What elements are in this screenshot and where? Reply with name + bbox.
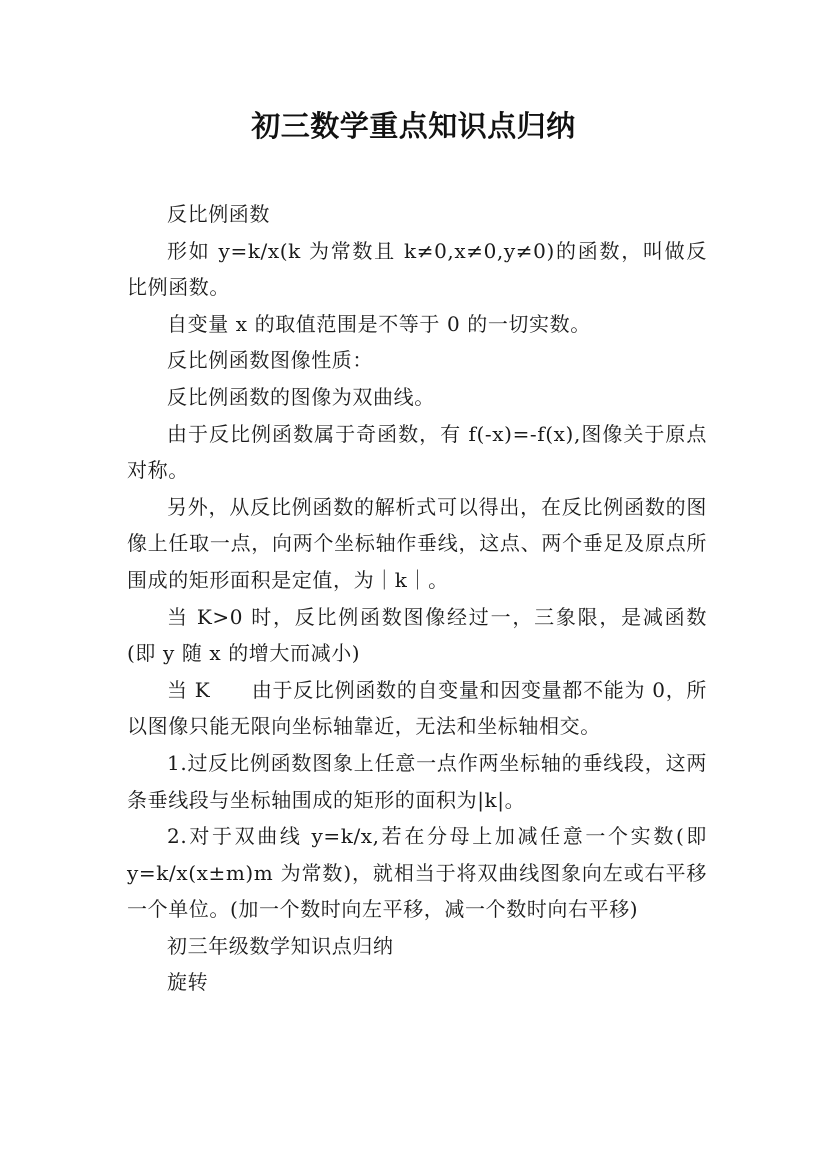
paragraph-point-1: 1.过反比例函数图象上任意一点作两坐标轴的垂线段，这两条垂线段与坐标轴围成的矩形的面积为|k|。: [127, 750, 707, 812]
paragraph-domain: 自变量 x 的取值范围是不等于 0 的一切实数。: [167, 311, 591, 336]
paragraph-point-2: 2.对于双曲线 y=k/x,若在分母上加减任意一个实数(即 y=k/x(x±m)m 为常数)，就相当于将双曲线图象向左或右平移一个单位。(加一个数时向左平移，减一个数时向右平移): [127, 824, 707, 922]
paragraph-section-heading: 初三年级数学知识点归纳: [167, 933, 394, 958]
paragraph-properties-heading: 反比例函数图像性质：: [167, 348, 373, 373]
paragraph-definition: 形如 y=k/x(k 为常数且 k≠0,x≠0,y≠0)的函数，叫做反比例函数。: [127, 238, 707, 300]
page-title: 初三数学重点知识点归纳: [251, 109, 576, 143]
paragraph-k-positive: 当 K>0 时，反比例函数图像经过一，三象限，是减函数(即 y 随 x 的增大而减小): [127, 604, 707, 666]
paragraph-hyperbola: 反比例函数的图像为双曲线。: [167, 384, 435, 409]
paragraph-odd-function: 由于反比例函数属于奇函数，有 f(-x)=-f(x),图像关于原点对称。: [127, 421, 707, 483]
paragraph-rectangle-area: 另外，从反比例函数的解析式可以得出，在反比例函数的图像上任取一点，向两个坐标轴作垂线，这点、两个垂足及原点所围成的矩形面积是定值，为｜k｜。: [127, 494, 707, 592]
paragraph-heading-inverse-function: 反比例函数: [167, 202, 270, 226]
paragraph-rotation: 旋转: [167, 970, 209, 995]
document-body: [127, 196, 707, 1001]
paragraph-k-negative: 当 K 由于反比例函数的自变量和因变量都不能为 0，所以图像只能无限向坐标轴靠近，无法和坐标轴相交。: [127, 677, 707, 739]
